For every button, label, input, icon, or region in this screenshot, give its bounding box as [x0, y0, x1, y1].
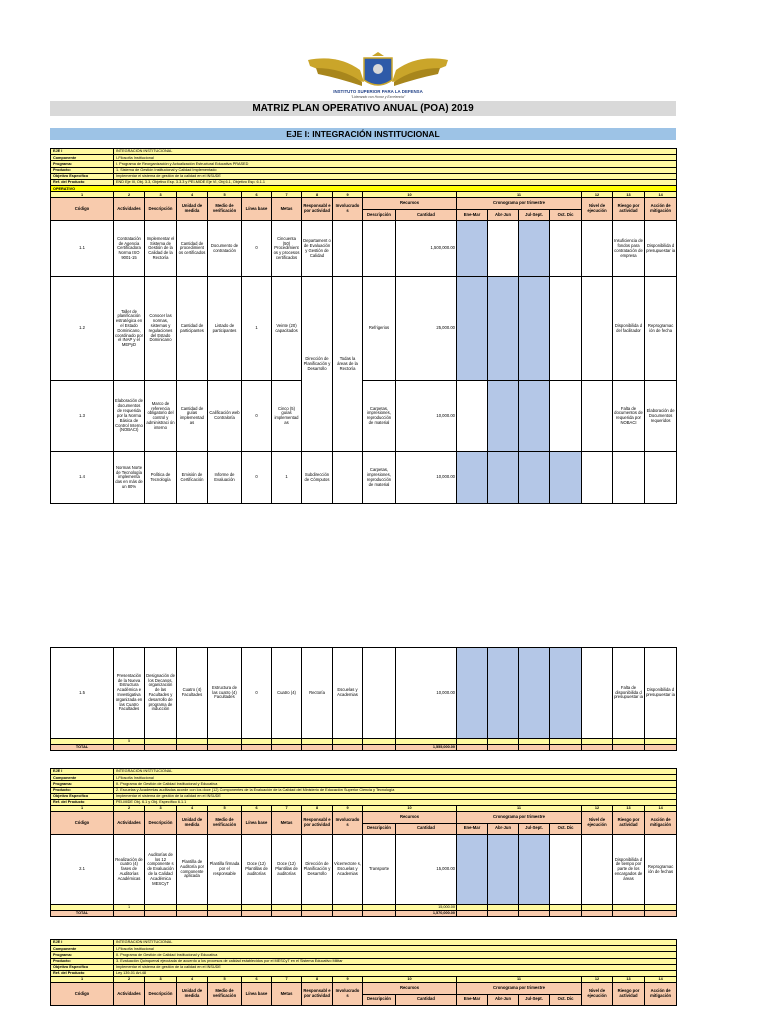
poa-table-2: [50, 768, 677, 917]
cell-descripcion: Implementar el Sistema de Gestión de la Calidad de la Rectoría: [145, 221, 177, 277]
info-label: Objetivo Específico: [51, 793, 114, 799]
cell-code: 1.3: [51, 381, 114, 452]
subtotal-value: 15,000.00: [396, 905, 457, 911]
cell-linea: Doce (12) Plantillas de auditorías: [242, 835, 272, 905]
cell-cronograma: [457, 452, 488, 504]
cell-code: 1.5: [51, 648, 114, 739]
cell-cronograma: [519, 835, 550, 905]
table-row: [51, 452, 677, 504]
cell-cronograma: [519, 648, 550, 739]
cell-code: 1.1: [51, 221, 114, 277]
info-value: II. Programa de Gestión de Calidad Institucional y Educativa: [114, 781, 677, 787]
cell-cronograma: [550, 221, 582, 277]
cell-involucrados: Todas la áreas de la Rectoría: [333, 277, 363, 452]
cell-responsable: Subdirección de Cómputos: [302, 452, 333, 504]
col-cronograma: Cronograma por trimestre: [457, 198, 582, 210]
col-codigo: Código: [51, 198, 114, 221]
cell-accion: Disponibilida d presupuestar ia: [645, 221, 677, 277]
cell-responsable: Dirección de Planificación y Desarrollo: [302, 835, 333, 905]
col-number: 13: [613, 806, 645, 812]
col-riesgo: Riesgo por actividad: [613, 812, 645, 835]
col-jul-sept: Jul-Sept.: [519, 209, 550, 221]
cell-rec-desc: Carpetas, impresiones, reproducción de material: [363, 381, 396, 452]
info-value: 2. Escuelas y Academias auditadas acorde con los doce (12) Componentes de la Evaluación de la Calidad del Ministerio de Educación Superior Ciencia y Tecnología: [114, 787, 677, 793]
cell-linea: 0: [242, 381, 272, 452]
col-metas: Metas: [272, 812, 302, 835]
table-row: [51, 835, 677, 905]
cell-rec-desc: Refrigerios: [363, 277, 396, 381]
col-actividades: Actividades: [114, 983, 145, 1006]
info-value: I. Programa de Reorganización y Actualización Estructural Educativa PRASED: [114, 161, 677, 167]
cell-cronograma: [519, 221, 550, 277]
col-number: 8: [302, 977, 333, 983]
cell-cronograma: [550, 648, 582, 739]
col-number: 7: [272, 192, 302, 198]
cell-cronograma: [488, 452, 519, 504]
info-label: Producto:: [51, 958, 114, 964]
cell-involucrados: [333, 452, 363, 504]
col-codigo: Código: [51, 812, 114, 835]
col-descripcion: Descripción: [145, 812, 177, 835]
info-value: Implementar el sistema de gestión de la calidad en el INSUDE: [114, 793, 677, 799]
col-number: 3: [145, 806, 177, 812]
col-involucrados: Involucrado s: [333, 198, 363, 221]
cell-metas: Cuatro (4): [272, 648, 302, 739]
col-number: 10: [363, 977, 457, 983]
info-label: Ref. del Producto: [51, 799, 114, 805]
info-value: Ley 139-01 Art.48: [114, 970, 677, 976]
page-title: MATRIZ PLAN OPERATIVO ANUAL (POA) 2019: [50, 101, 676, 116]
col-medio: Medio de verificación: [208, 198, 242, 221]
cell-unidad: Cantidad de participantes: [177, 277, 208, 381]
cell-cronograma: [488, 277, 519, 381]
cell-nivel: [582, 381, 613, 452]
col-number: 3: [145, 977, 177, 983]
col-abr-jun: Abr-Jun: [488, 823, 519, 835]
col-accion: Acción de mitigación: [645, 983, 677, 1006]
cell-descripcion: Marco de referencia obligatorio del control y administraci ón interno: [145, 381, 177, 452]
cell-riesgo: [613, 452, 645, 504]
col-number: 11: [457, 192, 582, 198]
col-medio: Medio de verificación: [208, 812, 242, 835]
col-responsable: Responsabl e por actividad: [302, 983, 333, 1006]
col-abr-jun: Abr-Jun: [488, 994, 519, 1006]
info-label: EJE I: [51, 940, 114, 946]
cell-accion: [645, 452, 677, 504]
cell-metas: Cinco (5) guías implementad as: [272, 381, 302, 452]
col-number: 5: [208, 192, 242, 198]
col-responsable: Responsabl e por actividad: [302, 198, 333, 221]
info-label: EJE I: [51, 149, 114, 155]
total-label: TOTAL: [51, 745, 114, 751]
col-descripcion: Descripción: [145, 198, 177, 221]
table-row: [51, 648, 677, 739]
col-nivel: Nivel de ejecución: [582, 812, 613, 835]
cell-cronograma: [457, 835, 488, 905]
col-involucrados: Involucrado s: [333, 983, 363, 1006]
table-row: [51, 221, 677, 277]
col-accion: Acción de mitigación: [645, 812, 677, 835]
cell-riesgo: Disponibilida d de tiempo por parte de los encargados de áreas: [613, 835, 645, 905]
cell-cronograma: [457, 221, 488, 277]
cell-medio: Plantilla firmada por el responsable: [208, 835, 242, 905]
cell-cronograma: [550, 277, 582, 381]
col-jul-sept: Jul-Sept.: [519, 823, 550, 835]
col-metas: Metas: [272, 198, 302, 221]
cell-medio: Calificación web Contraloría: [208, 381, 242, 452]
col-number: 6: [242, 977, 272, 983]
col-recursos: Recursos: [363, 983, 457, 995]
cell-actividad: Taller de planificación estratégica en el Estado Dominicano, coordinado por el INAP y el MEPyD: [114, 277, 145, 381]
cell-rec-desc: Carpetas, impresiones, reproducción de material: [363, 452, 396, 504]
info-value: Implementar el sistema de gestión de la calidad en el INSUDE: [114, 173, 677, 179]
cell-cronograma: [550, 381, 582, 452]
cell-cronograma: [488, 835, 519, 905]
info-block-2: [51, 769, 677, 806]
cell-actividad: Elaboración de documentos de requerida por la Norma Básica de Control Interno (NOBACI): [114, 381, 145, 452]
cell-responsable: Rectoría: [302, 648, 333, 739]
col-rec-desc: Descripción: [363, 994, 396, 1006]
cell-riesgo: Falta de disponibilida d presupuestar ia: [613, 648, 645, 739]
cell-linea: 0: [242, 221, 272, 277]
col-riesgo: Riesgo por actividad: [613, 983, 645, 1006]
cell-code: 1.4: [51, 452, 114, 504]
col-codigo: Código: [51, 983, 114, 1006]
cell-cronograma: [488, 648, 519, 739]
info-label: Componente: [51, 775, 114, 781]
cell-cronograma: [550, 452, 582, 504]
logo-text: INSTITUTO SUPERIOR PARA LA DEFENSA: [333, 89, 423, 94]
info-value: INTEGRACIÓN INSTITUCIONAL: [114, 769, 677, 775]
cell-metas: Cincuenta (50) Procedimient os y procesos certificados: [272, 221, 302, 277]
cell-cronograma: [457, 277, 488, 381]
info-label: Producto:: [51, 787, 114, 793]
cell-medio: Documento de contratación: [208, 221, 242, 277]
info-value: II. Programa de Gestión de Calidad Institucional y Educativa: [114, 952, 677, 958]
col-metas: Metas: [272, 983, 302, 1006]
cell-linea: 0: [242, 452, 272, 504]
cell-involucrados: Escuelas y Academias: [333, 648, 363, 739]
cell-actividad: Normas Norte de Tecnología implementa das en más de un 80%: [114, 452, 145, 504]
cell-descripcion: Designación de los Decanos, organización de las Facultades y desarrollo de programa de inducción: [145, 648, 177, 739]
col-ene-mar: Ene-Mar: [457, 994, 488, 1006]
info-value: 1. Sistema de Gestión Institucional y Calidad Implementado: [114, 167, 677, 173]
col-number: 4: [177, 977, 208, 983]
col-number: 5: [208, 977, 242, 983]
cell-nivel: [582, 221, 613, 277]
cell-riesgo: Falta de documentos de requerida por NOBACI: [613, 381, 645, 452]
col-oct-dic: Oct. Dic: [550, 994, 582, 1006]
col-abr-jun: Abr-Jun: [488, 209, 519, 221]
col-recursos: Recursos: [363, 812, 457, 824]
col-rec-desc: Descripción: [363, 209, 396, 221]
col-linea: Línea base: [242, 812, 272, 835]
col-ene-mar: Ene-Mar: [457, 209, 488, 221]
col-descripcion: Descripción: [145, 983, 177, 1006]
cell-cantidad: 1,500,000.00: [396, 221, 457, 277]
cell-cantidad: 10,000.00: [396, 648, 457, 739]
cell-medio: Estructura de las cuatro (4) Facultades: [208, 648, 242, 739]
cell-cronograma: [519, 452, 550, 504]
cell-riesgo: Disponibilida d del facilitador: [613, 277, 645, 381]
info-label: Programa:: [51, 161, 114, 167]
cell-rec-desc: Transporte: [363, 835, 396, 905]
col-number: 1: [51, 192, 114, 198]
cell-code: 1.2: [51, 277, 114, 381]
col-actividades: Actividades: [114, 812, 145, 835]
cell-nivel: [582, 835, 613, 905]
col-number: 13: [613, 192, 645, 198]
table-header-3: [51, 977, 677, 1006]
info-label: Producto:: [51, 167, 114, 173]
table-body-2: [51, 835, 677, 917]
logo-motto: "Liderando con Honor y Excelencia": [350, 95, 406, 99]
col-number: 14: [645, 806, 677, 812]
col-responsable: Responsabl e por actividad: [302, 812, 333, 835]
col-cantidad: Cantidad: [396, 209, 457, 221]
col-number: 5: [208, 806, 242, 812]
table-row: [51, 277, 677, 381]
cell-nivel: [582, 452, 613, 504]
info-label: Ref. del Producto: [51, 179, 114, 185]
col-number: 2: [114, 192, 145, 198]
cell-accion: Elaboración de Documentos requeridos: [645, 381, 677, 452]
col-recursos: Recursos: [363, 198, 457, 210]
col-number: 8: [302, 806, 333, 812]
col-number: 11: [457, 977, 582, 983]
cell-medio: Informe de Evaluación: [208, 452, 242, 504]
cell-linea: 1: [242, 277, 272, 381]
cell-metas: 1: [272, 452, 302, 504]
col-number: 9: [333, 192, 363, 198]
info-value: INTEGRACIÓN INSTITUCIONAL: [114, 940, 677, 946]
col-number: 2: [114, 806, 145, 812]
cell-cronograma: [550, 835, 582, 905]
col-accion: Acción de mitigación: [645, 198, 677, 221]
cell-involucrados: [333, 221, 363, 277]
cell-metas: Doce (12) Plantillas de auditorías: [272, 835, 302, 905]
cell-actividad: Presentación de la Nueva Estructura Académica e Investigativa organizada en las Cuatro Facultades: [114, 648, 145, 739]
institute-logo: [298, 52, 458, 102]
cell-involucrados: Vicerrectore s, Escuelas y Academias: [333, 835, 363, 905]
cell-actividad: Realización de cuatro (4) fases de Auditorías Académicas: [114, 835, 145, 905]
cell-accion: Reprogramac ión de fecha: [645, 277, 677, 381]
table-header-1: [51, 192, 677, 221]
col-nivel: Nivel de ejecución: [582, 198, 613, 221]
poa-table-1: [50, 148, 677, 504]
poa-table-3: [50, 939, 677, 1006]
info-label: Programa:: [51, 952, 114, 958]
cell-responsable: Departament o de Evaluación y Gestión de Calidad: [302, 221, 333, 277]
info-label: OPERATIVO: [51, 186, 677, 192]
cell-unidad: Emisión de Certificación: [177, 452, 208, 504]
cell-cronograma: [488, 221, 519, 277]
table-row: [51, 381, 677, 452]
cell-cronograma: [519, 277, 550, 381]
table-header-2: [51, 806, 677, 835]
cell-nivel: [582, 277, 613, 381]
col-actividades: Actividades: [114, 198, 145, 221]
col-number: 7: [272, 806, 302, 812]
cell-descripcion: Auditorías de los 12 componente s de Evaluación de la Calidad Académica MESCyT: [145, 835, 177, 905]
cell-accion: Reprogramac ión de fechas: [645, 835, 677, 905]
col-cronograma: Cronograma por trimestre: [457, 812, 582, 824]
col-number: 10: [363, 806, 457, 812]
col-oct-dic: Oct. Dic: [550, 209, 582, 221]
col-linea: Línea base: [242, 983, 272, 1006]
col-number: 8: [302, 192, 333, 198]
col-medio: Medio de verificación: [208, 983, 242, 1006]
col-oct-dic: Oct. Dic: [550, 823, 582, 835]
info-label: Objetivo Específico: [51, 173, 114, 179]
cell-medio: Listado de participantes: [208, 277, 242, 381]
total-label: TOTAL: [51, 911, 114, 917]
col-number: 3: [145, 192, 177, 198]
cell-cantidad: 15,000.00: [396, 835, 457, 905]
col-jul-sept: Jul-Sept.: [519, 994, 550, 1006]
col-unidad: Unidad de medida: [177, 198, 208, 221]
col-number: 12: [582, 192, 613, 198]
cell-cantidad: 25,000.00: [396, 277, 457, 381]
cell-actividad: Contratación de Agencia Certificadora Norma ISO 9001-15: [114, 221, 145, 277]
cell-linea: 0: [242, 648, 272, 739]
cell-rec-desc: [363, 221, 396, 277]
col-number: 10: [363, 192, 457, 198]
col-number: 9: [333, 806, 363, 812]
col-number: 14: [645, 977, 677, 983]
col-number: 12: [582, 977, 613, 983]
cell-rec-desc: [363, 648, 396, 739]
activity-count: 1: [114, 905, 145, 911]
info-value: I-Filosofía Institucional: [114, 946, 677, 952]
cell-riesgo: Insuficiencia de fondos para contratación de empresa: [613, 221, 645, 277]
total-value: 1,570,000.00: [396, 911, 457, 917]
col-cronograma: Cronograma por trimestre: [457, 983, 582, 995]
col-number: 11: [457, 806, 582, 812]
col-number: 14: [645, 192, 677, 198]
info-value: END Eje III, Obj. 3.3, Objetivo Esp. 3.3.3 y PEI-MIDE Eje VI, Obj 6.1, Objetivo Esp. 6.1.1: [114, 179, 677, 185]
col-involucrados: Involucrado s: [333, 812, 363, 835]
info-value: I-Filosofía Institucional: [114, 775, 677, 781]
poa-table-1-continued: [50, 647, 677, 751]
total-row: [51, 911, 677, 917]
col-number: 1: [51, 806, 114, 812]
cell-unidad: Cuatro (4) Facultades: [177, 648, 208, 739]
cell-descripcion: Conocer las normas, sistemas y regulaciones del Estado Dominicano: [145, 277, 177, 381]
info-label: Ref. del Producto: [51, 970, 114, 976]
col-number: 7: [272, 977, 302, 983]
total-row: [51, 745, 677, 751]
cell-unidad: Plantilla de Auditoría por componente aplicada: [177, 835, 208, 905]
cell-code: 2.1: [51, 835, 114, 905]
col-riesgo: Riesgo por actividad: [613, 198, 645, 221]
info-label: Componente: [51, 155, 114, 161]
cell-nivel: [582, 648, 613, 739]
info-label: Objetivo Específico: [51, 964, 114, 970]
col-nivel: Nivel de ejecución: [582, 983, 613, 1006]
cell-unidad: Cantidad de guías implementad as: [177, 381, 208, 452]
info-block-3: [51, 940, 677, 977]
col-number: 9: [333, 977, 363, 983]
info-value: INTEGRACIÓN INSTITUCIONAL: [114, 149, 677, 155]
col-number: 4: [177, 806, 208, 812]
cell-cronograma: [519, 381, 550, 452]
cell-cronograma: [457, 381, 488, 452]
total-value: 1,555,000.00: [396, 745, 457, 751]
cell-descripcion: Política de Tecnología: [145, 452, 177, 504]
cell-unidad: Cantidad de procedimient os certificados: [177, 221, 208, 277]
cell-responsable: Dirección de Planificación y Desarrollo: [302, 277, 333, 452]
info-label: Componente: [51, 946, 114, 952]
cell-cronograma: [457, 648, 488, 739]
col-number: 13: [613, 977, 645, 983]
col-cantidad: Cantidad: [396, 994, 457, 1006]
table-body-1: [51, 221, 677, 504]
cell-cantidad: 10,000.00: [396, 452, 457, 504]
col-linea: Línea base: [242, 198, 272, 221]
col-number: 4: [177, 192, 208, 198]
activity-count: 5: [114, 739, 145, 745]
info-label: Programa:: [51, 781, 114, 787]
col-number: 6: [242, 192, 272, 198]
col-number: 2: [114, 977, 145, 983]
cell-metas: Veinte (20) capacitados: [272, 277, 302, 381]
col-unidad: Unidad de medida: [177, 812, 208, 835]
col-cantidad: Cantidad: [396, 823, 457, 835]
info-value: Implementar el sistema de gestión de la calidad en el INSUDE: [114, 964, 677, 970]
col-ene-mar: Ene-Mar: [457, 823, 488, 835]
info-value: PEI-MIDE Obj. 6.1 y Obj. Específico 6.1.1: [114, 799, 677, 805]
col-number: 12: [582, 806, 613, 812]
col-unidad: Unidad de medida: [177, 983, 208, 1006]
info-value: I-Filosofía Institucional: [114, 155, 677, 161]
info-value: 3. Evaluación Quinquenal ejecutada de acuerdo a los procesos de calidad establecidos por el MESCyT en el Sistema Educativo Militar: [114, 958, 677, 964]
col-rec-desc: Descripción: [363, 823, 396, 835]
col-number: 6: [242, 806, 272, 812]
cell-cronograma: [488, 381, 519, 452]
info-label: EJE I: [51, 769, 114, 775]
cell-accion: Disponibilida d presupuestar ia: [645, 648, 677, 739]
cell-cantidad: 10,000.00: [396, 381, 457, 452]
info-block-1: [51, 149, 677, 192]
col-number: 1: [51, 977, 114, 983]
eje-title: EJE I: INTEGRACIÓN INSTITUCIONAL: [50, 128, 676, 140]
